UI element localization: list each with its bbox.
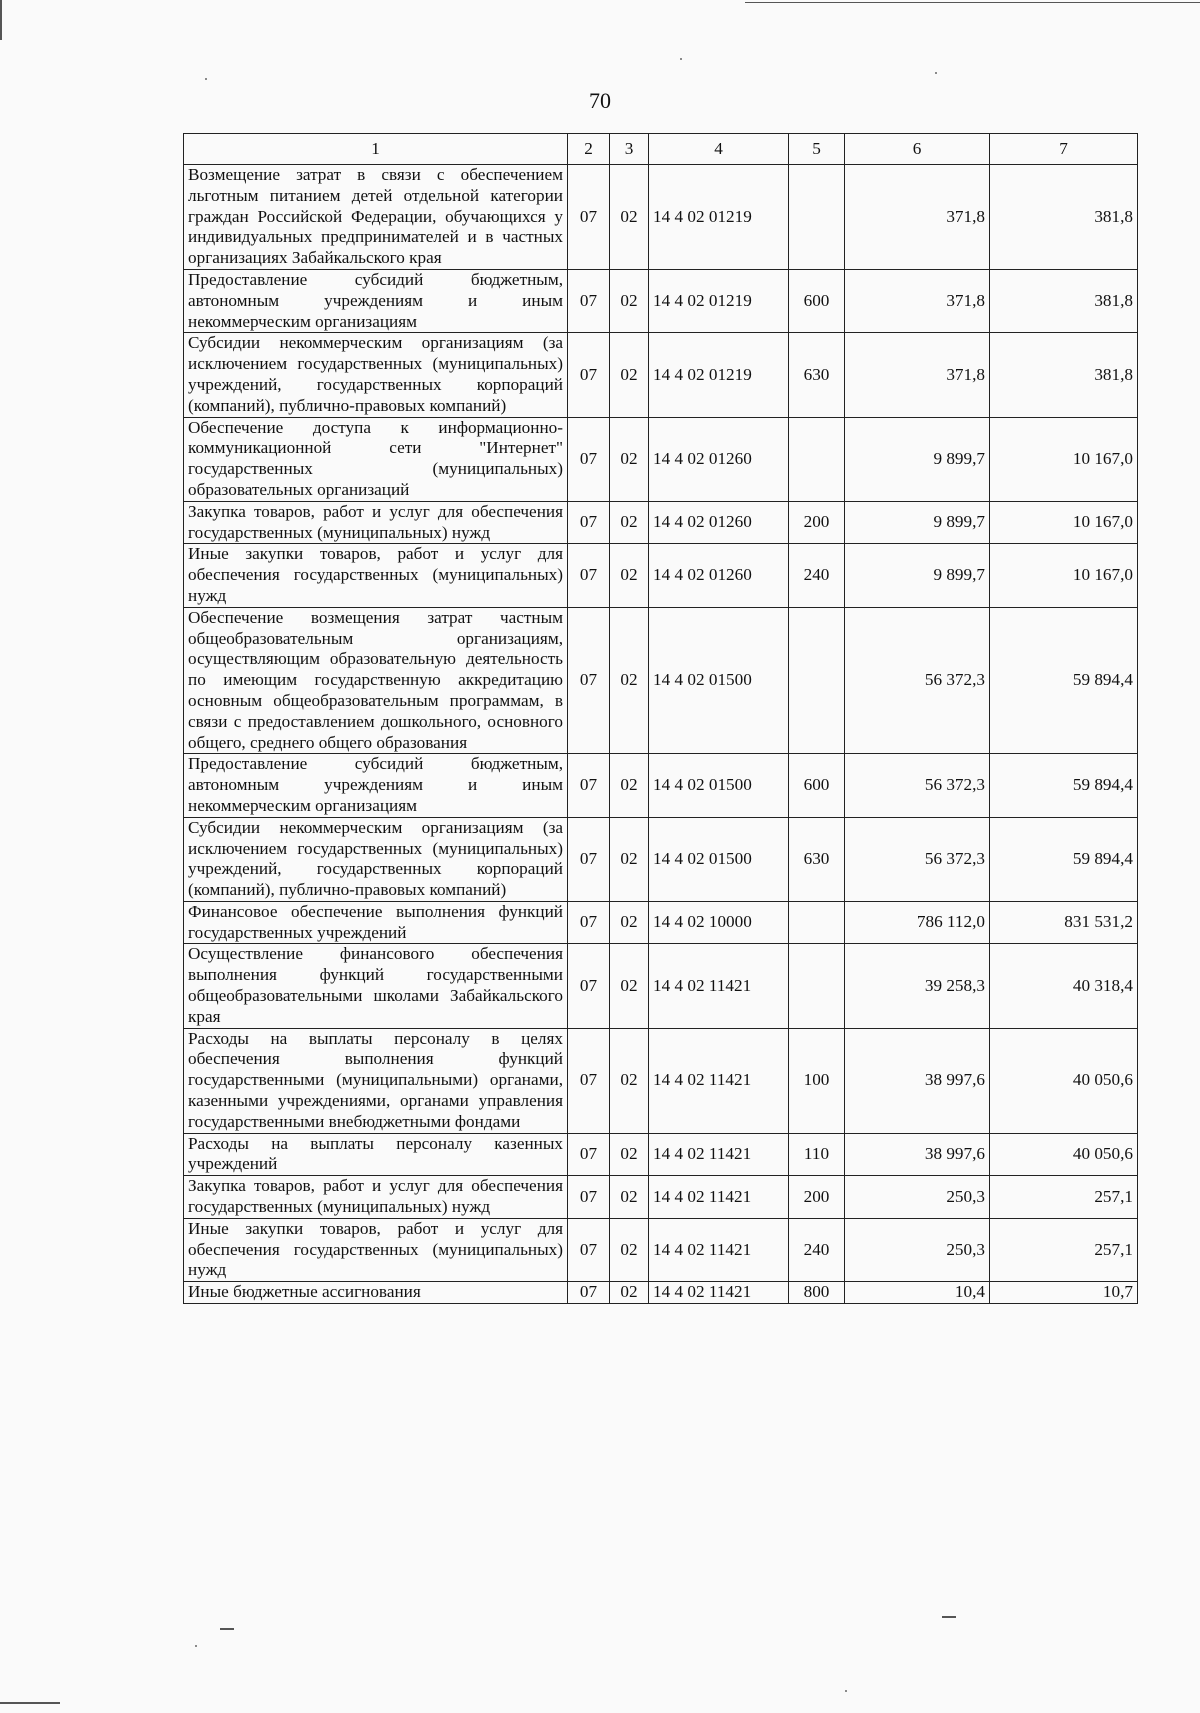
section-code: 07	[568, 607, 610, 754]
row-name: Субсидии некоммерческим организациям (за исключением государственных (муниципальных) учреждений, государственных корпораций (компаний), публично-правовых компаний)	[184, 817, 568, 901]
scan-speck	[680, 58, 682, 60]
amount-col-7: 831 531,2	[990, 901, 1138, 944]
expense-type	[789, 417, 845, 501]
header-col-2: 2	[568, 134, 610, 165]
section-code: 07	[568, 417, 610, 501]
expense-type: 600	[789, 754, 845, 817]
row-name: Обеспечение возмещения затрат частным общеобразовательным организациям, осуществляющим образовательную деятельность по имеющим государственную аккредитацию основным общеобразовательным программам, в связи с предоставлением дошкольного, основного общего, среднего общего образования	[184, 607, 568, 754]
amount-col-6: 371,8	[845, 333, 990, 417]
header-col-4: 4	[649, 134, 789, 165]
subsection-code: 02	[610, 417, 649, 501]
amount-col-7: 381,8	[990, 269, 1138, 332]
table-row	[184, 1133, 1138, 1176]
amount-col-6: 9 899,7	[845, 417, 990, 501]
row-name: Субсидии некоммерческим организациям (за исключением государственных (муниципальных) учреждений, государственных корпораций (компаний), публично-правовых компаний)	[184, 333, 568, 417]
section-code: 07	[568, 754, 610, 817]
scan-speck	[205, 78, 207, 80]
row-name: Предоставление субсидий бюджетным, автономным учреждениям и иным некоммерческим организациям	[184, 269, 568, 332]
row-name: Возмещение затрат в связи с обеспечением льготным питанием детей отдельной категории граждан Российской Федерации, обучающихся у индивидуальных предпринимателей и в частных организациях Забайкальского края	[184, 165, 568, 270]
target-article: 14 4 02 01500	[649, 754, 789, 817]
subsection-code: 02	[610, 1218, 649, 1281]
scan-dash	[942, 1616, 956, 1618]
subsection-code: 02	[610, 333, 649, 417]
amount-col-7: 59 894,4	[990, 817, 1138, 901]
section-code: 07	[568, 165, 610, 270]
expense-type: 240	[789, 544, 845, 607]
target-article: 14 4 02 11421	[649, 1133, 789, 1176]
table-row	[184, 754, 1138, 817]
amount-col-7: 257,1	[990, 1218, 1138, 1281]
section-code: 07	[568, 501, 610, 544]
section-code: 07	[568, 901, 610, 944]
target-article: 14 4 02 11421	[649, 1282, 789, 1304]
table-row	[184, 817, 1138, 901]
scan-dash	[220, 1628, 234, 1630]
target-article: 14 4 02 11421	[649, 1218, 789, 1281]
subsection-code: 02	[610, 1133, 649, 1176]
row-name: Иные бюджетные ассигнования	[184, 1282, 568, 1304]
section-code: 07	[568, 1133, 610, 1176]
amount-col-7: 40 318,4	[990, 944, 1138, 1028]
target-article: 14 4 02 01500	[649, 607, 789, 754]
table-row	[184, 333, 1138, 417]
row-name: Иные закупки товаров, работ и услуг для обеспечения государственных (муниципальных) нужд	[184, 544, 568, 607]
target-article: 14 4 02 10000	[649, 901, 789, 944]
expense-type: 200	[789, 1176, 845, 1219]
table-row	[184, 417, 1138, 501]
table-row	[184, 944, 1138, 1028]
section-code: 07	[568, 1176, 610, 1219]
header-col-3: 3	[610, 134, 649, 165]
amount-col-6: 10,4	[845, 1282, 990, 1304]
section-code: 07	[568, 1282, 610, 1304]
table-row	[184, 1218, 1138, 1281]
row-name: Осуществление финансового обеспечения выполнения функций государственными общеобразовательными школами Забайкальского края	[184, 944, 568, 1028]
subsection-code: 02	[610, 269, 649, 332]
scan-speck	[195, 1645, 197, 1647]
table-row	[184, 165, 1138, 270]
expense-type	[789, 944, 845, 1028]
expense-type: 200	[789, 501, 845, 544]
expense-type: 100	[789, 1028, 845, 1133]
table-row	[184, 1176, 1138, 1219]
subsection-code: 02	[610, 754, 649, 817]
amount-col-6: 9 899,7	[845, 544, 990, 607]
amount-col-6: 56 372,3	[845, 754, 990, 817]
amount-col-6: 38 997,6	[845, 1133, 990, 1176]
amount-col-6: 38 997,6	[845, 1028, 990, 1133]
table-row	[184, 1282, 1138, 1304]
scan-edge-left	[0, 0, 2, 40]
amount-col-7: 59 894,4	[990, 754, 1138, 817]
section-code: 07	[568, 544, 610, 607]
subsection-code: 02	[610, 817, 649, 901]
page-number: 70	[589, 88, 611, 113]
amount-col-6: 9 899,7	[845, 501, 990, 544]
row-name: Расходы на выплаты персоналу казенных учреждений	[184, 1133, 568, 1176]
section-code: 07	[568, 269, 610, 332]
section-code: 07	[568, 1028, 610, 1133]
subsection-code: 02	[610, 944, 649, 1028]
target-article: 14 4 02 01260	[649, 544, 789, 607]
subsection-code: 02	[610, 901, 649, 944]
amount-col-7: 381,8	[990, 333, 1138, 417]
table-row	[184, 269, 1138, 332]
expense-type	[789, 165, 845, 270]
amount-col-7: 40 050,6	[990, 1028, 1138, 1133]
target-article: 14 4 02 11421	[649, 944, 789, 1028]
row-name: Предоставление субсидий бюджетным, автономным учреждениям и иным некоммерческим организациям	[184, 754, 568, 817]
row-name: Расходы на выплаты персоналу в целях обеспечения выполнения функций государственными (муниципальными) органами, казенными учреждениями, органами управления государственными внебюджетными фондами	[184, 1028, 568, 1133]
amount-col-7: 10,7	[990, 1282, 1138, 1304]
amount-col-6: 371,8	[845, 165, 990, 270]
amount-col-6: 371,8	[845, 269, 990, 332]
target-article: 14 4 02 11421	[649, 1176, 789, 1219]
target-article: 14 4 02 01500	[649, 817, 789, 901]
target-article: 14 4 02 01219	[649, 165, 789, 270]
header-col-5: 5	[789, 134, 845, 165]
amount-col-7: 257,1	[990, 1176, 1138, 1219]
target-article: 14 4 02 01260	[649, 501, 789, 544]
table-row	[184, 1028, 1138, 1133]
subsection-code: 02	[610, 501, 649, 544]
subsection-code: 02	[610, 1028, 649, 1133]
target-article: 14 4 02 01219	[649, 269, 789, 332]
amount-col-6: 56 372,3	[845, 607, 990, 754]
row-name: Обеспечение доступа к информационно-коммуникационной сети "Интернет" государственных (муниципальных) образовательных организаций	[184, 417, 568, 501]
scan-edge-top	[745, 2, 1200, 3]
section-code: 07	[568, 817, 610, 901]
row-name: Иные закупки товаров, работ и услуг для обеспечения государственных (муниципальных) нужд	[184, 1218, 568, 1281]
expense-type: 630	[789, 817, 845, 901]
expense-type: 240	[789, 1218, 845, 1281]
amount-col-7: 10 167,0	[990, 501, 1138, 544]
amount-col-7: 40 050,6	[990, 1133, 1138, 1176]
section-code: 07	[568, 1218, 610, 1281]
section-code: 07	[568, 333, 610, 417]
expense-type: 630	[789, 333, 845, 417]
expense-type: 600	[789, 269, 845, 332]
section-code: 07	[568, 944, 610, 1028]
amount-col-7: 10 167,0	[990, 417, 1138, 501]
scan-speck	[935, 72, 937, 74]
budget-table	[183, 133, 1138, 1304]
subsection-code: 02	[610, 544, 649, 607]
subsection-code: 02	[610, 607, 649, 754]
amount-col-6: 39 258,3	[845, 944, 990, 1028]
amount-col-7: 10 167,0	[990, 544, 1138, 607]
table-header-row	[184, 134, 1138, 165]
amount-col-6: 56 372,3	[845, 817, 990, 901]
amount-col-7: 381,8	[990, 165, 1138, 270]
amount-col-6: 250,3	[845, 1218, 990, 1281]
header-col-6: 6	[845, 134, 990, 165]
subsection-code: 02	[610, 1176, 649, 1219]
header-col-1: 1	[184, 134, 568, 165]
table-row	[184, 501, 1138, 544]
table-row	[184, 544, 1138, 607]
row-name: Закупка товаров, работ и услуг для обеспечения государственных (муниципальных) нужд	[184, 501, 568, 544]
row-name: Закупка товаров, работ и услуг для обеспечения государственных (муниципальных) нужд	[184, 1176, 568, 1219]
target-article: 14 4 02 01219	[649, 333, 789, 417]
expense-type: 110	[789, 1133, 845, 1176]
scan-edge-bottom	[0, 1702, 60, 1704]
expense-type	[789, 607, 845, 754]
table-row	[184, 901, 1138, 944]
amount-col-6: 786 112,0	[845, 901, 990, 944]
table-row	[184, 607, 1138, 754]
scan-speck	[845, 1690, 847, 1692]
expense-type	[789, 901, 845, 944]
header-col-7: 7	[990, 134, 1138, 165]
subsection-code: 02	[610, 165, 649, 270]
subsection-code: 02	[610, 1282, 649, 1304]
expense-type: 800	[789, 1282, 845, 1304]
row-name: Финансовое обеспечение выполнения функций государственных учреждений	[184, 901, 568, 944]
amount-col-6: 250,3	[845, 1176, 990, 1219]
amount-col-7: 59 894,4	[990, 607, 1138, 754]
target-article: 14 4 02 11421	[649, 1028, 789, 1133]
target-article: 14 4 02 01260	[649, 417, 789, 501]
